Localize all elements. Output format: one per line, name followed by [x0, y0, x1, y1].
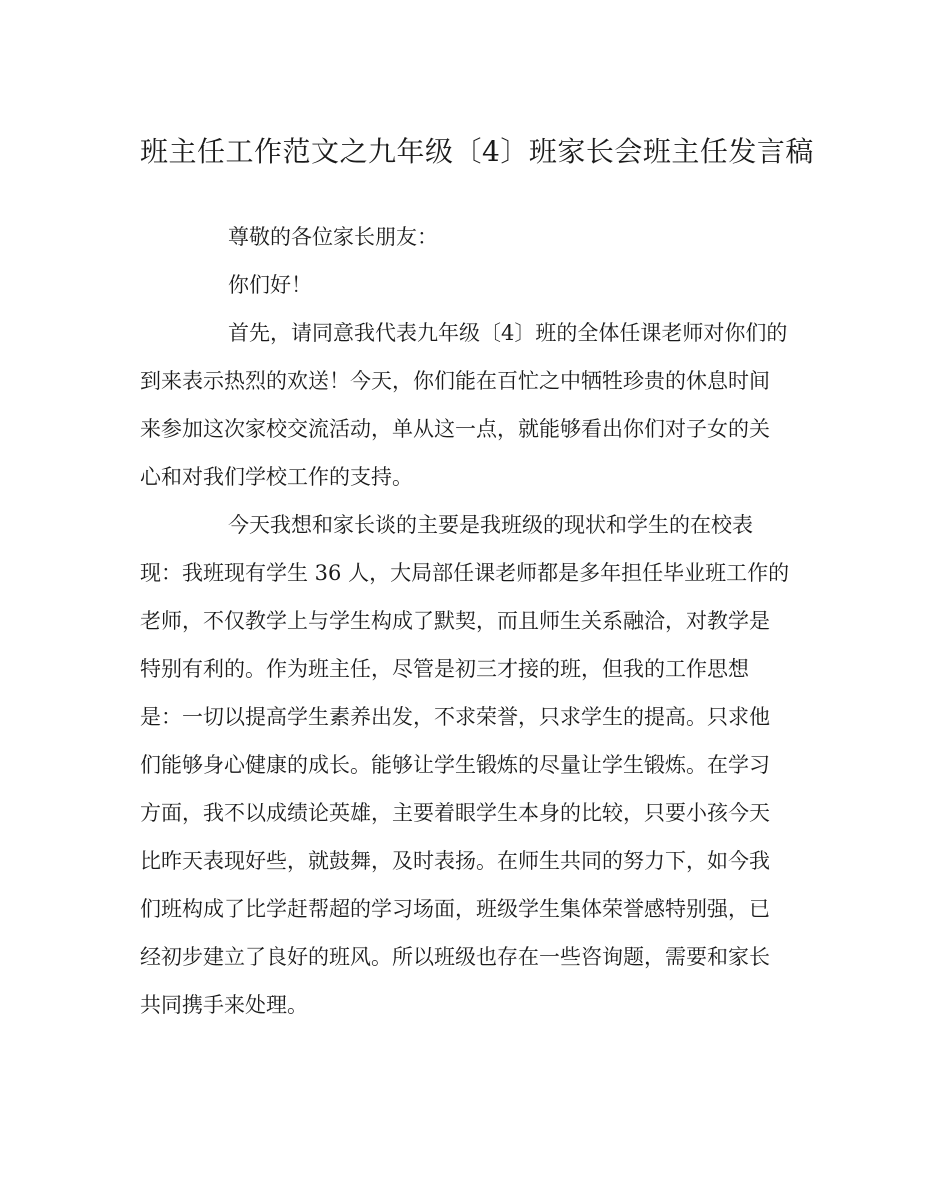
paragraph-2-line-2: 现：我班现有学生 36 人，大局部任课老师都是多年担任毕业班工作的 — [140, 561, 790, 585]
paragraph-2-line-3: 老师，不仅教学上与学生构成了默契，而且师生关系融洽，对教学是 — [140, 609, 770, 633]
paragraph-1-line-3: 来参加这次家校交流活动，单从这一点，就能够看出你们对子女的关 — [140, 417, 770, 441]
salutation-line: 尊敬的各位家长朋友： — [228, 225, 438, 249]
paragraph-1-line-4: 心和对我们学校工作的支持。 — [140, 465, 413, 489]
paragraph-1-line-1: 首先，请同意我代表九年级〔4〕班的全体任课老师对你们的 — [228, 321, 788, 345]
greeting-line: 你们好！ — [228, 273, 312, 297]
paragraph-2-line-5: 是：一切以提高学生素养出发，不求荣誉，只求学生的提高。只求他 — [140, 705, 770, 729]
paragraph-2-line-1: 今天我想和家长谈的主要是我班级的现状和学生的在校表 — [228, 513, 753, 537]
paragraph-2-line-8: 比昨天表现好些，就鼓舞，及时表扬。在师生共同的努力下，如今我 — [140, 849, 770, 873]
paragraph-2-line-7: 方面，我不以成绩论英雄，主要着眼学生本身的比较，只要小孩今天 — [140, 801, 770, 825]
paragraph-2-line-4: 特别有利的。作为班主任，尽管是初三才接的班，但我的工作思想 — [140, 657, 749, 681]
paragraph-2-line-11: 共同携手来处理。 — [140, 993, 308, 1017]
paragraph-1-line-2: 到来表示热烈的欢送！今天，你们能在百忙之中牺牲珍贵的休息时间 — [140, 369, 770, 393]
paragraph-2-line-6: 们能够身心健康的成长。能够让学生锻炼的尽量让学生锻炼。在学习 — [140, 753, 770, 777]
paragraph-2-line-10: 经初步建立了良好的班风。所以班级也存在一些咨询题，需要和家长 — [140, 945, 770, 969]
document-title: 班主任工作范文之九年级〔4〕班家长会班主任发言稿 — [140, 135, 814, 168]
paragraph-2-line-9: 们班构成了比学赶帮超的学习场面，班级学生集体荣誉感特别强，已 — [140, 897, 770, 921]
